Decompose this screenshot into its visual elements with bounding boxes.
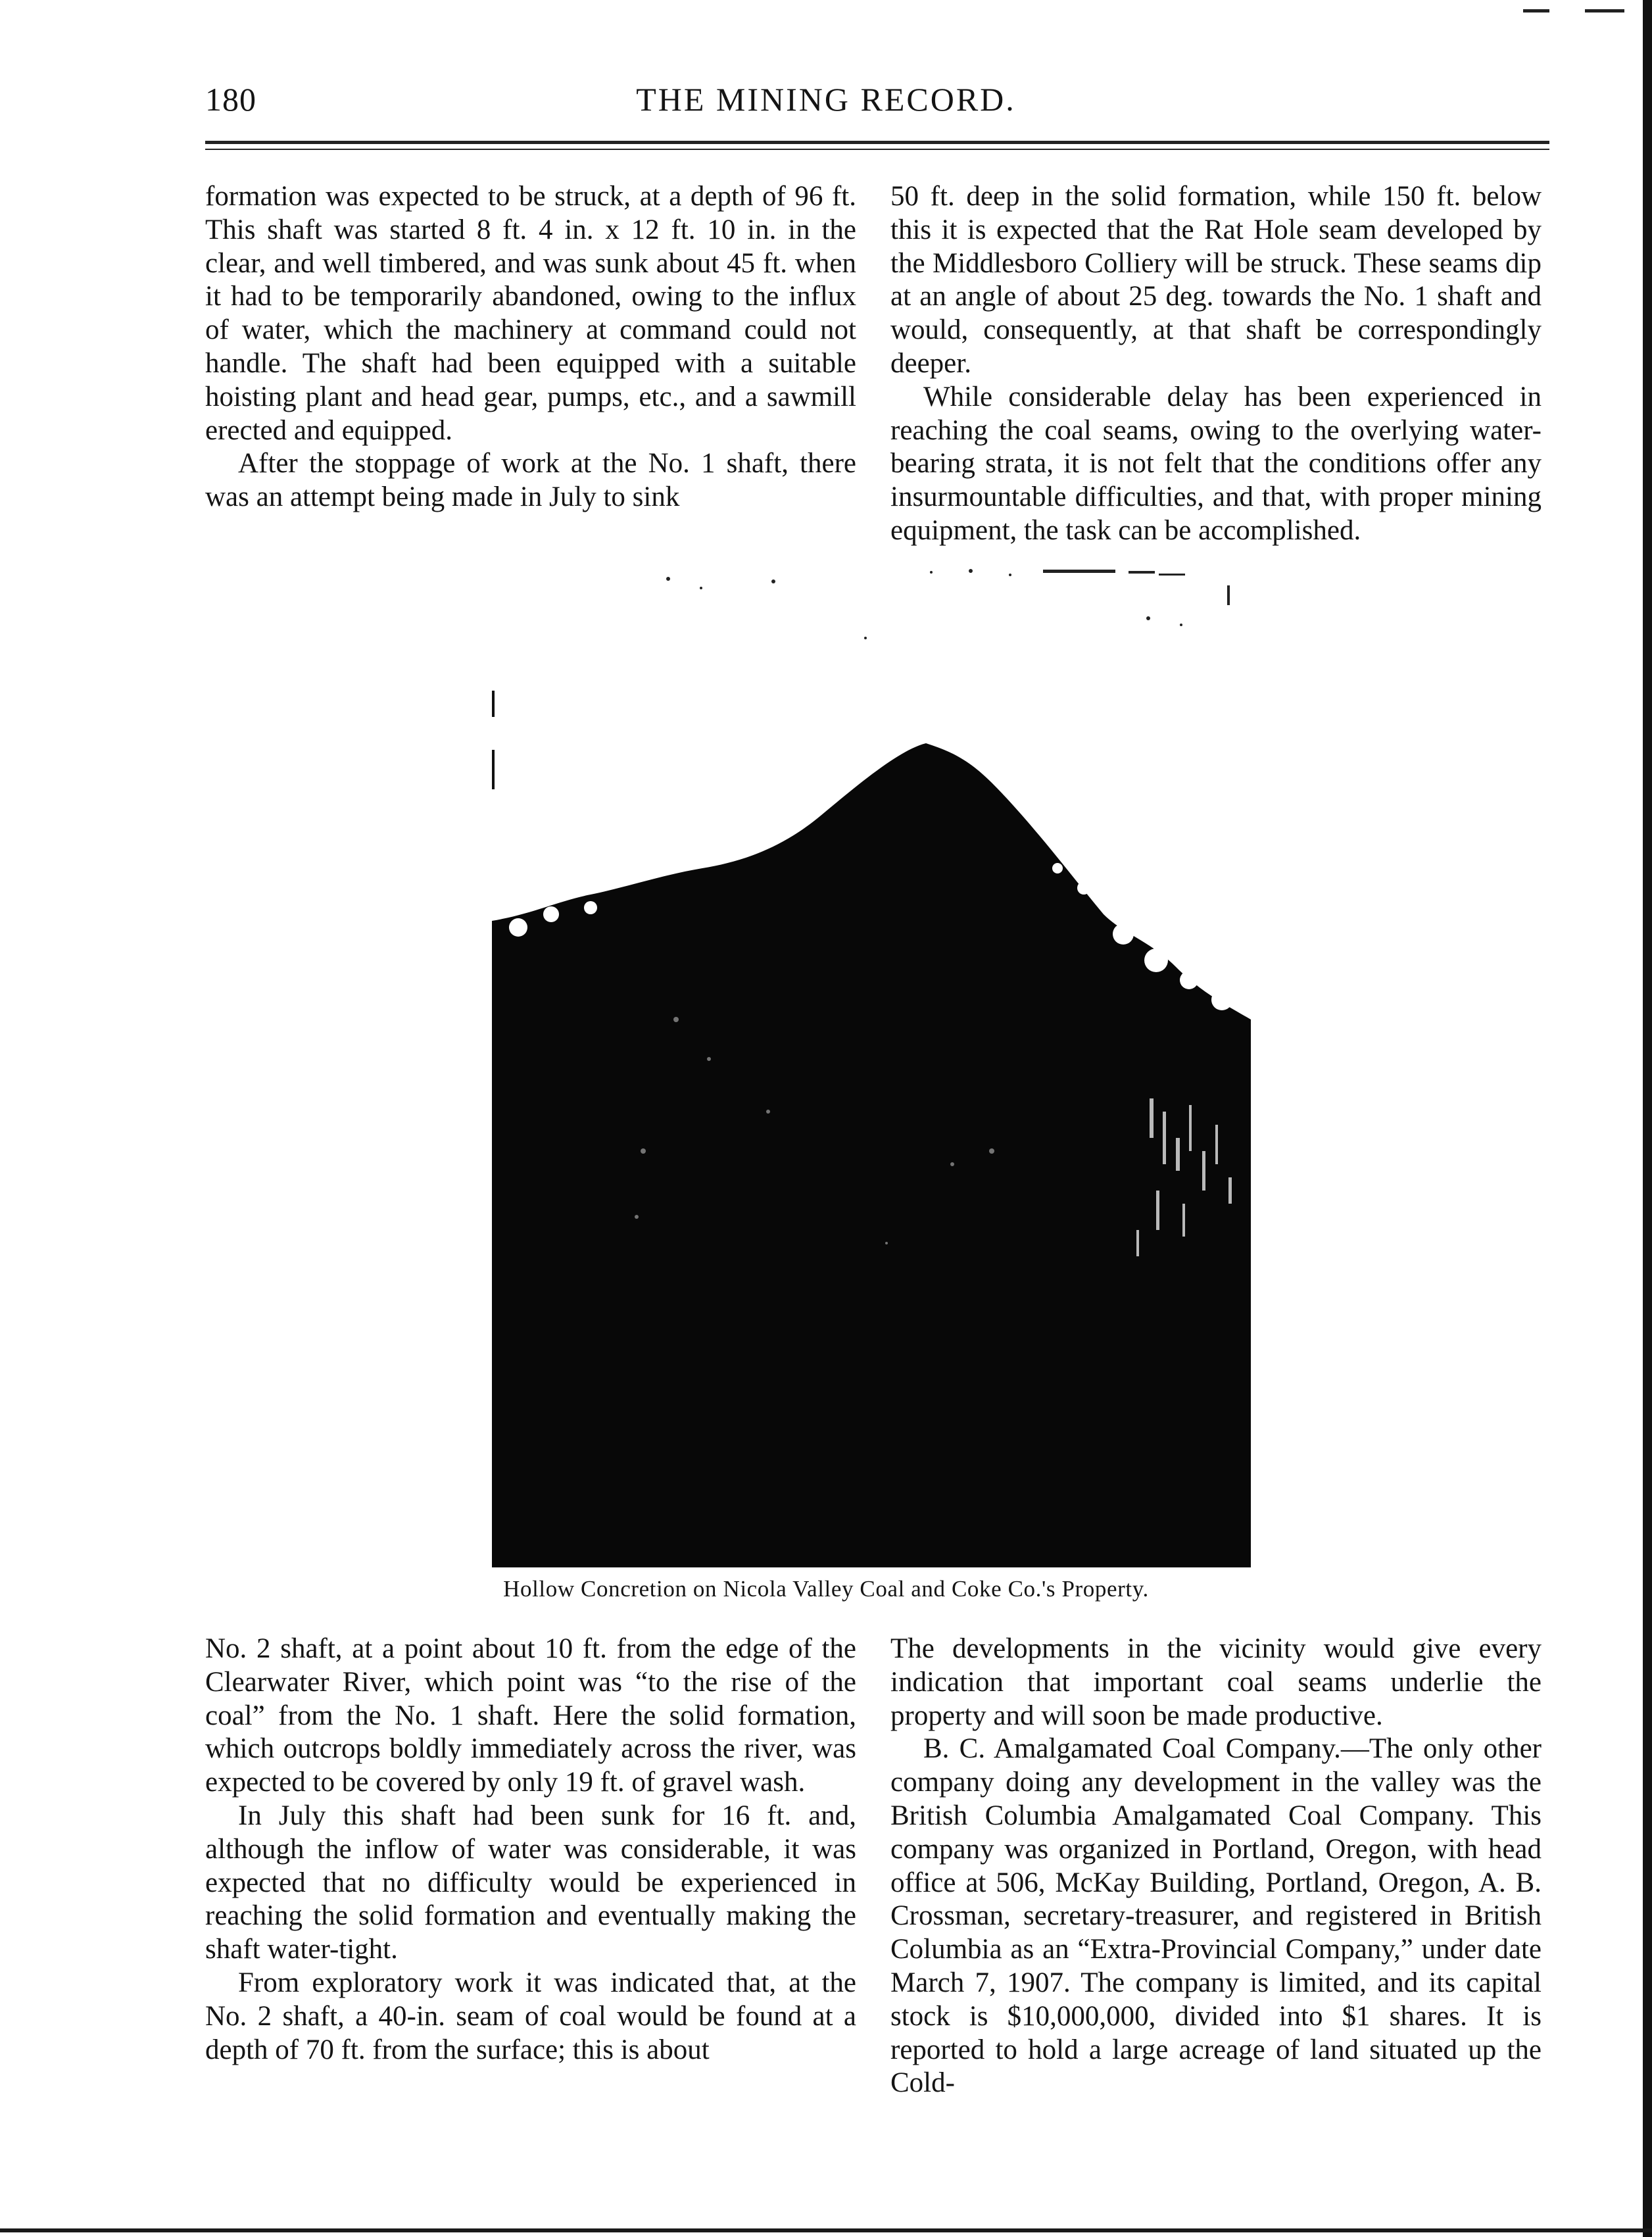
header-rule-thin bbox=[205, 149, 1549, 150]
header-rule bbox=[205, 141, 1549, 144]
photo-image bbox=[492, 651, 1251, 1567]
journal-title: THE MINING RECORD. bbox=[636, 81, 1016, 118]
scan-mark bbox=[1585, 9, 1624, 12]
page-bottom-edge bbox=[0, 2228, 1652, 2232]
column-right-bottom bbox=[890, 1633, 1542, 2100]
column-left-bottom bbox=[205, 1633, 856, 2067]
paragraph: 50 ft. deep in the solid formation, while 150 ft. below this it is expected that the Rat Hole seam developed by the Middlesboro Colliery will be struck. These seams dip at an angle of about 25 deg. towards the No. 1 shaft and would, consequently, at that shaft be correspondingly deeper. bbox=[890, 181, 1542, 379]
paragraph: The developments in the vicinity would give every indication that important coal seams underlie the property and will soon be made productive. bbox=[890, 1633, 1542, 1731]
column-left-top bbox=[205, 180, 856, 514]
photo-hollow-concretion bbox=[492, 651, 1251, 1567]
paragraph: No. 2 shaft, at a point about 10 ft. from the edge of the Clearwater River, which point was “to the rise of the coal” from the No. 1 shaft. Here the solid formation, which outcrops boldly immediately across the river, was expected to be covered by only 19 ft. of gravel wash. bbox=[205, 1633, 856, 1798]
column-right-top bbox=[890, 180, 1542, 548]
paragraph: In July this shaft had been sunk for 16 ft. and, although the inflow of water was considerable, it was expected that no difficulty would be experienced in reaching the solid formation and eventually making the shaft water-tight. bbox=[205, 1800, 856, 1965]
paragraph: formation was expected to be struck, at a depth of 96 ft. This shaft was started 8 ft. 4 in. x 12 ft. 10 in. in the clear, and well timbered, and was sunk about 45 ft. when it had to be temporarily abandoned, owing to the influx of water, which the machinery at command could not handle. The shaft had been equipped with a suitable hoisting plant and head gear, pumps, etc., and a sawmill erected and equipped. bbox=[205, 181, 856, 446]
paragraph: While considerable delay has been experienced in reaching the coal seams, owing to the overlying water-bearing strata, it is not felt that the conditions offer any insurmountable difficulties, and that, with proper mining equipment, the task can be accomplished. bbox=[890, 381, 1542, 546]
paragraph: B. C. Amalgamated Coal Company.—The only other company doing any development in the valley was the British Columbia Amalgamated Coal Company. This company was organized in Portland, Oregon, with head office at 506, McKay Building, Portland, Oregon, A. B. Crossman, secretary-treasurer, and registered in British Columbia as an “Extra-Provincial Company,” under date March 7, 1907. The company is limited, and its capital stock is $10,000,000, divided into $1 shares. It is reported to hold a large acreage of land situated up the Cold- bbox=[890, 1733, 1542, 2099]
page-number: 180 bbox=[205, 81, 256, 118]
page-edge bbox=[1643, 0, 1652, 2237]
scan-mark bbox=[1523, 9, 1549, 12]
paragraph: After the stoppage of work at the No. 1 shaft, there was an attempt being made in July to sink bbox=[205, 448, 856, 513]
figure-caption: Hollow Concretion on Nicola Valley Coal and Coke Co.'s Property. bbox=[503, 1576, 1149, 1602]
paragraph: From exploratory work it was indicated that, at the No. 2 shaft, a 40-in. seam of coal would be found at a depth of 70 ft. from the surface; this is about bbox=[205, 1967, 856, 2065]
